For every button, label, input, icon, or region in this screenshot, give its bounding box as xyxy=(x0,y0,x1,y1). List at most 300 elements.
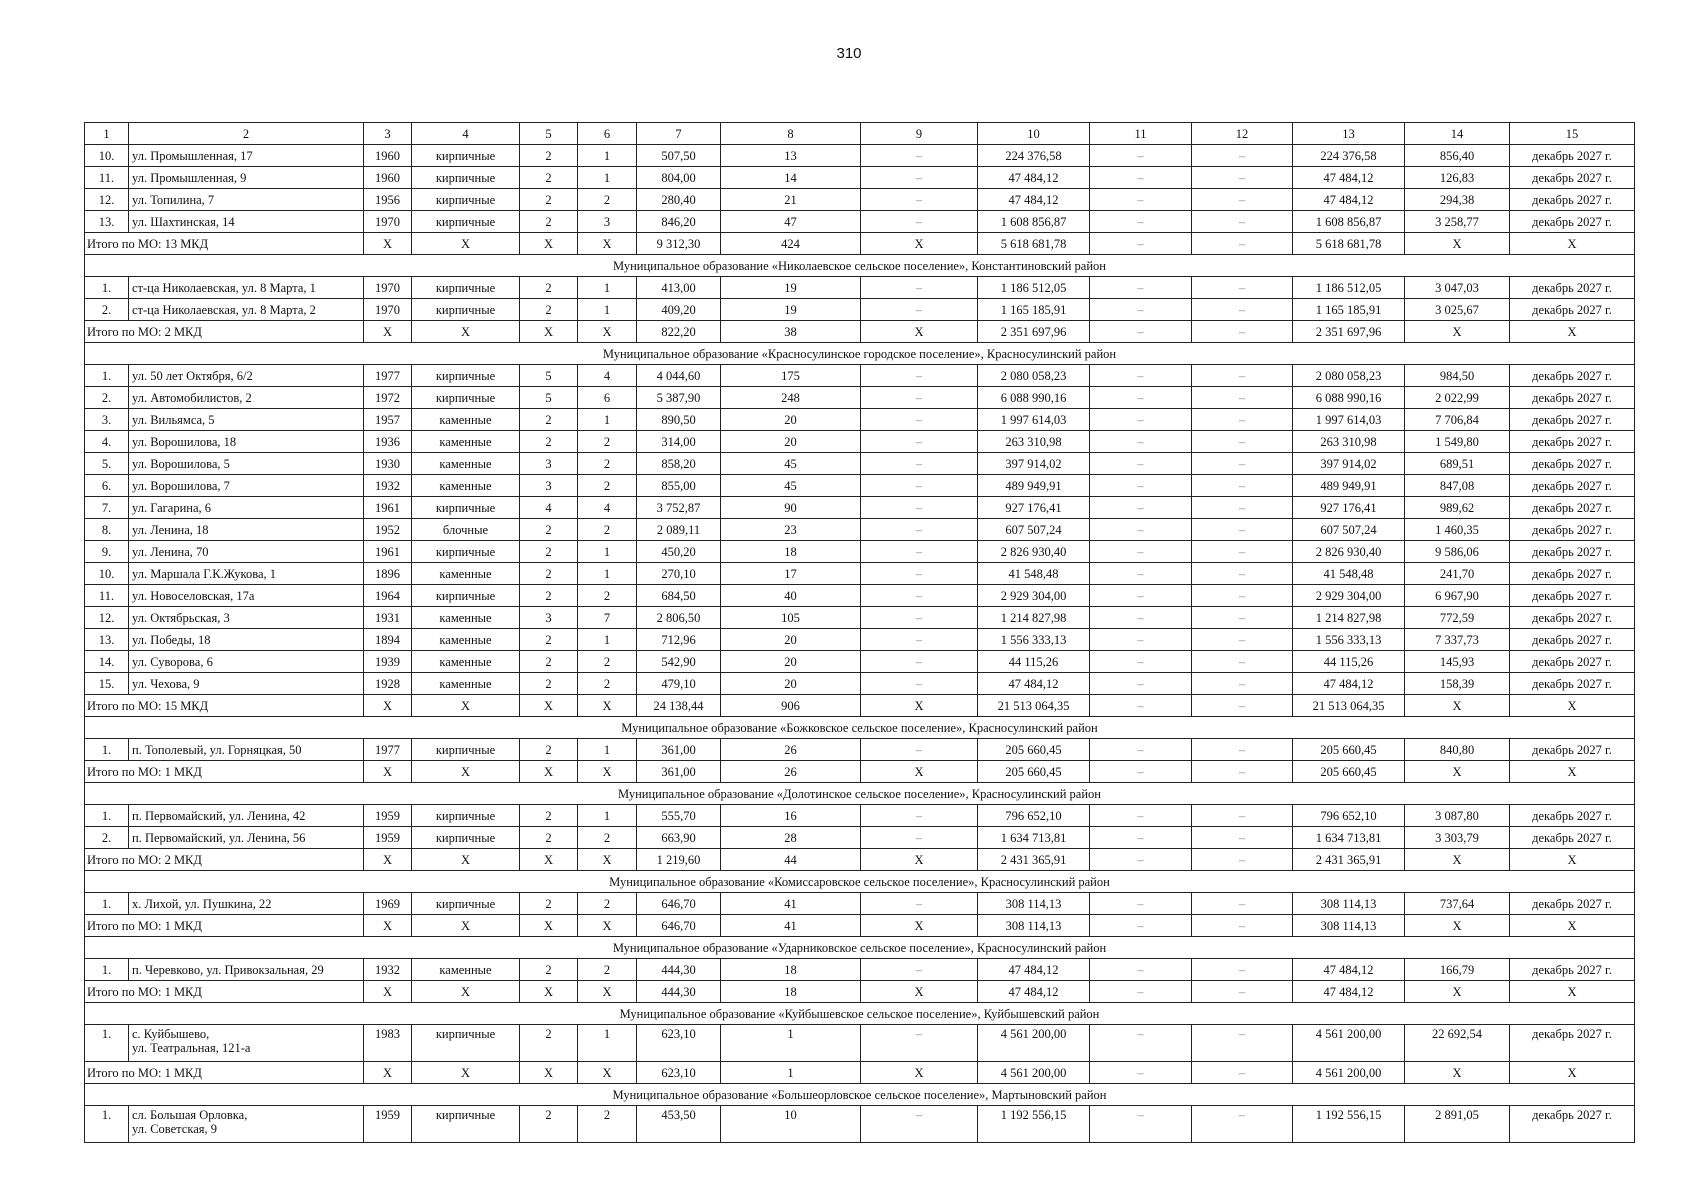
table-cell: 3 087,80 xyxy=(1405,805,1510,827)
table-cell: 796 652,10 xyxy=(1293,805,1405,827)
table-cell: 158,39 xyxy=(1405,673,1510,695)
table-cell: – xyxy=(861,629,978,651)
table-cell: 205 660,45 xyxy=(978,739,1090,761)
table-cell: 12. xyxy=(85,607,129,629)
table-cell: 205 660,45 xyxy=(1293,761,1405,783)
table-cell: – xyxy=(1090,981,1192,1003)
table-cell: X xyxy=(1510,915,1635,937)
table-cell: 2 089,11 xyxy=(637,519,721,541)
table-cell: 1936 xyxy=(364,431,412,453)
table-cell: X xyxy=(578,321,637,343)
table-cell: 397 914,02 xyxy=(978,453,1090,475)
table-cell: 1 xyxy=(578,167,637,189)
table-cell: 796 652,10 xyxy=(978,805,1090,827)
table-cell: – xyxy=(861,585,978,607)
table-cell: X xyxy=(520,915,578,937)
table-cell: 6 967,90 xyxy=(1405,585,1510,607)
table-row xyxy=(85,1106,1635,1143)
table-cell: 2 xyxy=(520,739,578,761)
table-cell: 294,38 xyxy=(1405,189,1510,211)
table-cell: – xyxy=(1090,277,1192,299)
table-cell: 927 176,41 xyxy=(978,497,1090,519)
table-cell: X xyxy=(1510,233,1635,255)
table-cell: Муниципальное образование «Долотинское сельское поселение», Красносулинский район xyxy=(85,783,1635,805)
table-cell: 263 310,98 xyxy=(978,431,1090,453)
table-row xyxy=(85,563,1635,585)
table-cell: X xyxy=(1405,233,1510,255)
table-cell: кирпичные xyxy=(412,211,520,233)
table-cell: 646,70 xyxy=(637,893,721,915)
table-cell: X xyxy=(1510,761,1635,783)
table-cell: – xyxy=(1090,497,1192,519)
table-cell: 3 xyxy=(520,607,578,629)
table-cell: X xyxy=(861,1062,978,1084)
table-cell: 47 484,12 xyxy=(978,673,1090,695)
table-cell: 1961 xyxy=(364,541,412,563)
section-row xyxy=(85,1084,1635,1106)
table-cell: 44 115,26 xyxy=(978,651,1090,673)
table-cell: декабрь 2027 г. xyxy=(1510,607,1635,629)
table-cell: 13 xyxy=(1293,123,1405,145)
total-row xyxy=(85,233,1635,255)
table-cell: декабрь 2027 г. xyxy=(1510,651,1635,673)
table-cell: 1 634 713,81 xyxy=(978,827,1090,849)
table-cell: 1. xyxy=(85,739,129,761)
table-cell: 2 xyxy=(520,1106,578,1143)
table-cell: – xyxy=(1192,299,1293,321)
table-cell: X xyxy=(1510,321,1635,343)
table-cell: 1. xyxy=(85,959,129,981)
total-row xyxy=(85,915,1635,937)
table-cell: кирпичные xyxy=(412,827,520,849)
table-row xyxy=(85,805,1635,827)
table-cell: Итого по МО: 15 МКД xyxy=(85,695,364,717)
table-cell: – xyxy=(1090,189,1192,211)
table-cell: 10 xyxy=(721,1106,861,1143)
table-cell: 1977 xyxy=(364,739,412,761)
table-cell: 38 xyxy=(721,321,861,343)
table-cell: ул. Промышленная, 17 xyxy=(129,145,364,167)
table-cell: 2 351 697,96 xyxy=(978,321,1090,343)
table-cell: – xyxy=(1090,409,1192,431)
table-cell: 308 114,13 xyxy=(978,915,1090,937)
table-cell: – xyxy=(1090,321,1192,343)
table-cell: 2 xyxy=(520,959,578,981)
table-cell: X xyxy=(364,321,412,343)
table-cell: 2 xyxy=(520,189,578,211)
table-cell: 11. xyxy=(85,585,129,607)
table-cell: каменные xyxy=(412,475,520,497)
table-cell: – xyxy=(861,827,978,849)
table-cell: – xyxy=(1090,629,1192,651)
table-cell: 1959 xyxy=(364,805,412,827)
table-cell: ул. Ленина, 18 xyxy=(129,519,364,541)
table-cell: – xyxy=(1090,805,1192,827)
table-cell: – xyxy=(861,277,978,299)
table-cell: – xyxy=(861,1106,978,1143)
table-cell: декабрь 2027 г. xyxy=(1510,827,1635,849)
table-cell: – xyxy=(1192,805,1293,827)
table-cell: кирпичные xyxy=(412,739,520,761)
table-cell: 1 608 856,87 xyxy=(1293,211,1405,233)
table-cell: 2 080 058,23 xyxy=(1293,365,1405,387)
table-cell: декабрь 2027 г. xyxy=(1510,519,1635,541)
table-cell: X xyxy=(861,321,978,343)
table-row xyxy=(85,497,1635,519)
table-cell: X xyxy=(1405,761,1510,783)
table-cell: 15. xyxy=(85,673,129,695)
table-cell: 712,96 xyxy=(637,629,721,651)
table-cell: X xyxy=(578,761,637,783)
table-cell: 47 484,12 xyxy=(978,167,1090,189)
table-cell: ул. Ворошилова, 18 xyxy=(129,431,364,453)
table-cell: декабрь 2027 г. xyxy=(1510,189,1635,211)
table-cell: Итого по МО: 1 МКД xyxy=(85,981,364,1003)
table-cell: – xyxy=(1090,959,1192,981)
table-cell: 847,08 xyxy=(1405,475,1510,497)
table-cell: ул. Промышленная, 9 xyxy=(129,167,364,189)
table-cell: 1932 xyxy=(364,959,412,981)
data-table xyxy=(84,122,1635,1143)
table-cell: 9 586,06 xyxy=(1405,541,1510,563)
table-cell: 2 xyxy=(520,629,578,651)
table-cell: 12 xyxy=(1192,123,1293,145)
table-cell: 44 115,26 xyxy=(1293,651,1405,673)
table-cell: п. Первомайский, ул. Ленина, 42 xyxy=(129,805,364,827)
table-cell: 2 xyxy=(578,431,637,453)
table-cell: 1. xyxy=(85,365,129,387)
table-cell: 224 376,58 xyxy=(1293,145,1405,167)
table-cell: 2 xyxy=(520,211,578,233)
table-cell: 453,50 xyxy=(637,1106,721,1143)
table-cell: 1970 xyxy=(364,299,412,321)
table-cell: – xyxy=(1192,893,1293,915)
table-cell: Муниципальное образование «Комиссаровское сельское поселение», Красносулинский район xyxy=(85,871,1635,893)
table-cell: 689,51 xyxy=(1405,453,1510,475)
table-cell: 1. xyxy=(85,805,129,827)
table-cell: – xyxy=(861,475,978,497)
table-cell: декабрь 2027 г. xyxy=(1510,1025,1635,1062)
table-cell: 2 826 930,40 xyxy=(1293,541,1405,563)
table-cell: 2 xyxy=(578,1106,637,1143)
table-cell: – xyxy=(1090,1062,1192,1084)
table-cell: ул. Ворошилова, 7 xyxy=(129,475,364,497)
table-cell: – xyxy=(1192,189,1293,211)
table-cell: 1928 xyxy=(364,673,412,695)
table-cell: ул. 50 лет Октября, 6/2 xyxy=(129,365,364,387)
table-cell: X xyxy=(364,233,412,255)
table-cell: 1 219,60 xyxy=(637,849,721,871)
table-cell: – xyxy=(1090,541,1192,563)
table-cell: 1 460,35 xyxy=(1405,519,1510,541)
table-cell: 1 xyxy=(721,1025,861,1062)
table-cell: 607 507,24 xyxy=(1293,519,1405,541)
table-cell: X xyxy=(861,981,978,1003)
table-cell: 6 xyxy=(578,387,637,409)
table-cell: сл. Большая Орловка, ул. Советская, 9 xyxy=(129,1106,364,1143)
table-cell: 5. xyxy=(85,453,129,475)
table-cell: – xyxy=(1192,585,1293,607)
table-cell: 2 xyxy=(520,673,578,695)
table-cell: декабрь 2027 г. xyxy=(1510,387,1635,409)
table-cell: 4. xyxy=(85,431,129,453)
table-cell: 507,50 xyxy=(637,145,721,167)
table-cell: – xyxy=(1192,277,1293,299)
table-cell: 3 025,67 xyxy=(1405,299,1510,321)
table-cell: ул. Суворова, 6 xyxy=(129,651,364,673)
table-cell: 2 xyxy=(520,563,578,585)
table-cell: кирпичные xyxy=(412,1106,520,1143)
table-cell: 18 xyxy=(721,959,861,981)
table-cell: – xyxy=(1090,1106,1192,1143)
table-cell: X xyxy=(1510,695,1635,717)
table-cell: – xyxy=(1090,915,1192,937)
table-cell: ст-ца Николаевская, ул. 8 Марта, 1 xyxy=(129,277,364,299)
table-cell: 23 xyxy=(721,519,861,541)
table-cell: 1957 xyxy=(364,409,412,431)
table-cell: Итого по МО: 1 МКД xyxy=(85,761,364,783)
table-cell: 555,70 xyxy=(637,805,721,827)
table-cell: 1 214 827,98 xyxy=(978,607,1090,629)
table-cell: 1. xyxy=(85,277,129,299)
table-cell: 361,00 xyxy=(637,739,721,761)
table-cell: – xyxy=(861,299,978,321)
table-cell: X xyxy=(578,849,637,871)
table-cell: 3 303,79 xyxy=(1405,827,1510,849)
table-cell: – xyxy=(861,805,978,827)
table-cell: 13. xyxy=(85,629,129,651)
table-cell: 9. xyxy=(85,541,129,563)
table-cell: X xyxy=(520,1062,578,1084)
table-cell: 8. xyxy=(85,519,129,541)
table-cell: – xyxy=(861,167,978,189)
table-cell: 13. xyxy=(85,211,129,233)
table-cell: ул. Топилина, 7 xyxy=(129,189,364,211)
section-row xyxy=(85,255,1635,277)
table-cell: 41 xyxy=(721,915,861,937)
table-cell: – xyxy=(1192,1106,1293,1143)
table-cell: 2 351 697,96 xyxy=(1293,321,1405,343)
table-cell: 10. xyxy=(85,563,129,585)
table-cell: 444,30 xyxy=(637,959,721,981)
table-cell: 8 xyxy=(721,123,861,145)
table-cell: каменные xyxy=(412,409,520,431)
table-cell: декабрь 2027 г. xyxy=(1510,673,1635,695)
table-cell: – xyxy=(1192,673,1293,695)
table-cell: 1 xyxy=(721,1062,861,1084)
table-cell: – xyxy=(1192,233,1293,255)
table-cell: 1 214 827,98 xyxy=(1293,607,1405,629)
table-cell: 1931 xyxy=(364,607,412,629)
table-cell: ул. Ворошилова, 5 xyxy=(129,453,364,475)
header-row xyxy=(85,123,1635,145)
table-cell: 1969 xyxy=(364,893,412,915)
table-cell: 2 431 365,91 xyxy=(1293,849,1405,871)
table-cell: 2 xyxy=(129,123,364,145)
table-cell: 1 192 556,15 xyxy=(1293,1106,1405,1143)
table-cell: кирпичные xyxy=(412,1025,520,1062)
table-cell: кирпичные xyxy=(412,387,520,409)
table-cell: – xyxy=(1090,365,1192,387)
table-cell: – xyxy=(1090,453,1192,475)
table-cell: 2 xyxy=(520,805,578,827)
table-cell: 1 xyxy=(578,299,637,321)
table-cell: – xyxy=(1192,629,1293,651)
table-cell: – xyxy=(1192,145,1293,167)
table-cell: 4 xyxy=(412,123,520,145)
table-cell: X xyxy=(412,321,520,343)
table-cell: X xyxy=(412,233,520,255)
table-cell: Муниципальное образование «Николаевское сельское поселение», Константиновский район xyxy=(85,255,1635,277)
table-cell: кирпичные xyxy=(412,167,520,189)
table-cell: – xyxy=(1192,475,1293,497)
table-cell: ул. Гагарина, 6 xyxy=(129,497,364,519)
section-row xyxy=(85,937,1635,959)
table-cell: 241,70 xyxy=(1405,563,1510,585)
table-cell: с. Куйбышево, ул. Театральная, 121-а xyxy=(129,1025,364,1062)
table-cell: 2 806,50 xyxy=(637,607,721,629)
table-cell: 2 xyxy=(520,651,578,673)
table-cell: – xyxy=(1090,211,1192,233)
table-cell: 1 997 614,03 xyxy=(978,409,1090,431)
table-cell: ул. Октябрьская, 3 xyxy=(129,607,364,629)
table-cell: кирпичные xyxy=(412,145,520,167)
table-cell: 4 044,60 xyxy=(637,365,721,387)
table-row xyxy=(85,1025,1635,1062)
table-cell: 1 xyxy=(578,739,637,761)
table-cell: – xyxy=(1090,387,1192,409)
table-cell: 20 xyxy=(721,409,861,431)
table-cell: 2 xyxy=(520,409,578,431)
table-row xyxy=(85,585,1635,607)
table-cell: – xyxy=(1192,981,1293,1003)
table-cell: 2 xyxy=(578,959,637,981)
table-cell: декабрь 2027 г. xyxy=(1510,365,1635,387)
table-cell: декабрь 2027 г. xyxy=(1510,959,1635,981)
table-cell: декабрь 2027 г. xyxy=(1510,475,1635,497)
table-cell: декабрь 2027 г. xyxy=(1510,431,1635,453)
table-cell: 10 xyxy=(978,123,1090,145)
table-cell: 47 484,12 xyxy=(1293,167,1405,189)
table-cell: 20 xyxy=(721,431,861,453)
table-cell: кирпичные xyxy=(412,365,520,387)
table-cell: 4 xyxy=(520,497,578,519)
table-cell: 2 xyxy=(520,585,578,607)
table-cell: 1960 xyxy=(364,167,412,189)
table-cell: 2 xyxy=(520,299,578,321)
table-cell: 26 xyxy=(721,739,861,761)
table-cell: 1 192 556,15 xyxy=(978,1106,1090,1143)
table-cell: каменные xyxy=(412,607,520,629)
table-cell: 1961 xyxy=(364,497,412,519)
table-cell: – xyxy=(1090,299,1192,321)
table-cell: 2 xyxy=(578,651,637,673)
table-cell: 47 484,12 xyxy=(1293,189,1405,211)
table-row xyxy=(85,431,1635,453)
table-cell: – xyxy=(861,409,978,431)
table-cell: 45 xyxy=(721,453,861,475)
table-cell: Итого по МО: 13 МКД xyxy=(85,233,364,255)
table-cell: 989,62 xyxy=(1405,497,1510,519)
table-cell: – xyxy=(1192,849,1293,871)
table-row xyxy=(85,629,1635,651)
table-cell: ст-ца Николаевская, ул. 8 Марта, 2 xyxy=(129,299,364,321)
table-cell: – xyxy=(1192,695,1293,717)
table-cell: кирпичные xyxy=(412,893,520,915)
table-cell: каменные xyxy=(412,431,520,453)
table-cell: – xyxy=(861,673,978,695)
table-cell: 248 xyxy=(721,387,861,409)
table-cell: – xyxy=(861,607,978,629)
table-cell: 737,64 xyxy=(1405,893,1510,915)
table-cell: 2 929 304,00 xyxy=(978,585,1090,607)
table-row xyxy=(85,541,1635,563)
table-cell: 413,00 xyxy=(637,277,721,299)
table-cell: декабрь 2027 г. xyxy=(1510,453,1635,475)
table-cell: 1 186 512,05 xyxy=(1293,277,1405,299)
table-cell: X xyxy=(1405,849,1510,871)
table-row xyxy=(85,651,1635,673)
table-cell: декабрь 2027 г. xyxy=(1510,805,1635,827)
table-cell: 10. xyxy=(85,145,129,167)
table-cell: 1 xyxy=(578,805,637,827)
table-cell: 1896 xyxy=(364,563,412,585)
table-row xyxy=(85,739,1635,761)
table-cell: 1 xyxy=(578,277,637,299)
table-cell: 1 xyxy=(85,123,129,145)
table-cell: – xyxy=(1090,849,1192,871)
table-cell: X xyxy=(861,761,978,783)
table-cell: X xyxy=(412,915,520,937)
table-cell: X xyxy=(520,695,578,717)
table-cell: – xyxy=(1192,1062,1293,1084)
table-cell: кирпичные xyxy=(412,585,520,607)
table-cell: 2 431 365,91 xyxy=(978,849,1090,871)
table-cell: декабрь 2027 г. xyxy=(1510,585,1635,607)
table-cell: 2. xyxy=(85,387,129,409)
table-cell: 308 114,13 xyxy=(1293,893,1405,915)
table-cell: 2 xyxy=(578,673,637,695)
section-row xyxy=(85,783,1635,805)
table-cell: – xyxy=(861,387,978,409)
table-cell: 1956 xyxy=(364,189,412,211)
table-body xyxy=(85,123,1635,1143)
table-cell: 2 xyxy=(520,167,578,189)
table-cell: 927 176,41 xyxy=(1293,497,1405,519)
table-cell: – xyxy=(1192,1025,1293,1062)
page-number: 310 xyxy=(836,45,862,62)
table-cell: 2 xyxy=(520,1025,578,1062)
table-cell: 2 xyxy=(578,475,637,497)
table-row xyxy=(85,893,1635,915)
table-cell: 3 xyxy=(578,211,637,233)
table-cell: – xyxy=(1192,607,1293,629)
table-row xyxy=(85,387,1635,409)
table-cell: – xyxy=(861,431,978,453)
table-cell: 1960 xyxy=(364,145,412,167)
table-cell: – xyxy=(861,145,978,167)
table-cell: 1 xyxy=(578,563,637,585)
table-cell: – xyxy=(1090,431,1192,453)
table-cell: 489 949,91 xyxy=(1293,475,1405,497)
table-cell: ул. Победы, 18 xyxy=(129,629,364,651)
table-cell: 1 xyxy=(578,409,637,431)
table-cell: – xyxy=(1090,651,1192,673)
table-cell: – xyxy=(861,365,978,387)
table-cell: 11. xyxy=(85,167,129,189)
table-row xyxy=(85,607,1635,629)
table-cell: – xyxy=(861,497,978,519)
